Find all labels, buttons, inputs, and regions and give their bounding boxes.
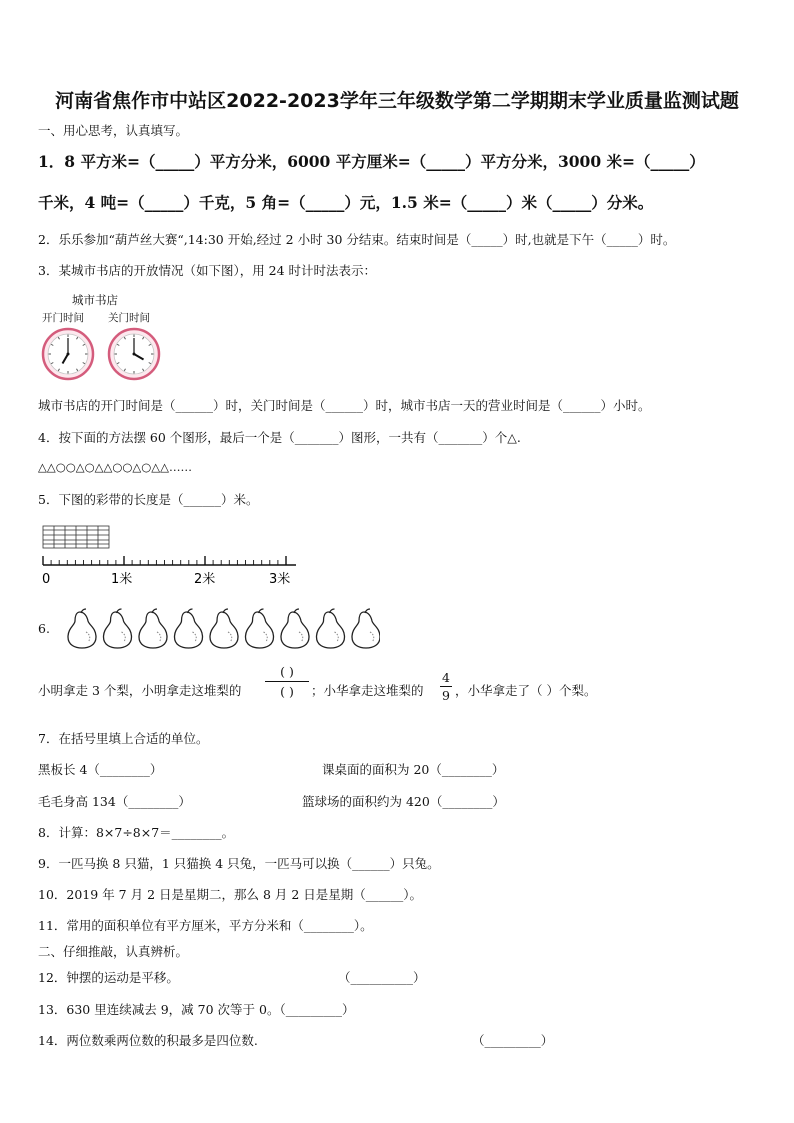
- pear-icon: [317, 609, 345, 648]
- pear-icon: [246, 609, 274, 648]
- ruler-label-3m: 3米: [269, 572, 291, 587]
- question-12: 12．钟摆的运动是平移。: [38, 970, 179, 985]
- section-1-heading: 一、用心思考，认真填写。: [38, 123, 189, 138]
- clock-faces: [38, 324, 168, 384]
- question-7: 7．在括号里填上合适的单位。: [38, 731, 209, 746]
- question-9: 9．一匹马换 8 只猫，1 只猫换 4 只兔，一匹马可以换（______）只兔。: [38, 856, 440, 871]
- fraction-denominator: ( ): [280, 684, 294, 699]
- question-14: 14．两位数乘两位数的积最多是四位数.: [38, 1033, 258, 1048]
- question-7-item-desk: 课桌面的面积为 20（________）: [322, 762, 505, 777]
- ruler-label-2m: 2米: [194, 572, 216, 587]
- question-5: 5．下图的彩带的长度是（______）米。: [38, 492, 259, 507]
- ruler-label-1m: 1米: [111, 572, 133, 587]
- question-8: 8．计算：8×7÷8×7＝________。: [38, 825, 235, 840]
- pear-icon: [352, 609, 380, 648]
- section-2-heading: 二、仔细推敲，认真辨析。: [38, 944, 189, 959]
- question-6-text-c: ，小华拿走了（ ）个梨。: [455, 683, 597, 698]
- close-time-clock: [109, 329, 159, 379]
- pear-icon: [68, 609, 96, 648]
- pear-row: [60, 606, 380, 650]
- question-10: 10．2019 年 7 月 2 日是星期二，那么 8 月 2 日是星期（______）。: [38, 887, 423, 902]
- question-2: 2．乐乐参加“葫芦丝大赛“,14:30 开始,经过 2 小时 30 分结束。结束时间是（_____）时,也就是下午（_____）时。: [38, 232, 676, 247]
- question-4-pattern: △△○○△○△△○○△○△△……: [38, 460, 192, 474]
- question-4: 4．按下面的方法摆 60 个图形，最后一个是（_______）图形，一共有（_______）个△.: [38, 430, 521, 445]
- question-3: 3．某城市书店的开放情况（如下图），用 24 时计时法表示：: [38, 263, 377, 278]
- question-1-line-1: 1．8 平方米=（_____）平方分米，6000 平方厘米=（_____）平方分米，3000 米=（_____）: [38, 152, 705, 171]
- question-6-fraction-4-9: [440, 670, 452, 703]
- close-time-label: 关门时间: [108, 312, 150, 324]
- question-6-text-a: 小明拿走 3 个梨，小明拿走这堆梨的: [38, 683, 242, 698]
- question-11: 11．常用的面积单位有平方厘米，平方分米和（________）。: [38, 918, 373, 933]
- question-3-answer: 城市书店的开门时间是（______）时，关门时间是（______）时，城市书店一天的营业时间是（______）小时。: [38, 398, 651, 413]
- clock-figure-title: 城市书店: [72, 293, 118, 307]
- pear-icon: [104, 609, 132, 648]
- page-title: 河南省焦作市中站区2022-2023学年三年级数学第二学期期末学业质量监测试题: [55, 90, 739, 112]
- question-7-item-court: 篮球场的面积约为 420（________）: [302, 794, 505, 809]
- question-14-blank: （_________）: [472, 1033, 554, 1048]
- question-7-item-height: 毛毛身高 134（________）: [38, 794, 191, 809]
- ribbon: [43, 526, 109, 548]
- clock-figure: [38, 290, 168, 385]
- question-12-blank: （__________）: [338, 970, 426, 985]
- ribbon-ruler-figure: [38, 520, 308, 590]
- pear-icon: [281, 609, 309, 648]
- open-time-clock: [43, 329, 93, 379]
- ruler-label-0: 0: [42, 572, 51, 587]
- question-7-item-blackboard: 黑板长 4（________）: [38, 762, 163, 777]
- fraction-numerator: ( ): [280, 664, 294, 679]
- open-time-label: 开门时间: [42, 312, 84, 324]
- question-6-blank-fraction: [265, 664, 309, 699]
- fraction-denominator: 9: [442, 688, 450, 703]
- question-1-line-2: 千米，4 吨=（_____）千克，5 角=（_____）元，1.5 米=（_____）米（_____）分米。: [38, 193, 654, 212]
- pear-icon: [175, 609, 203, 648]
- question-6-text-b: ；小华拿走这堆梨的: [311, 683, 424, 698]
- question-6-number: 6.: [38, 621, 50, 636]
- pear-icon: [139, 609, 167, 648]
- question-13: 13．630 里连续减去 9，减 70 次等于 0。（_________）: [38, 1002, 355, 1017]
- pear-icon: [210, 609, 238, 648]
- ruler-ticks: [43, 556, 286, 565]
- fraction-numerator: 4: [442, 670, 450, 685]
